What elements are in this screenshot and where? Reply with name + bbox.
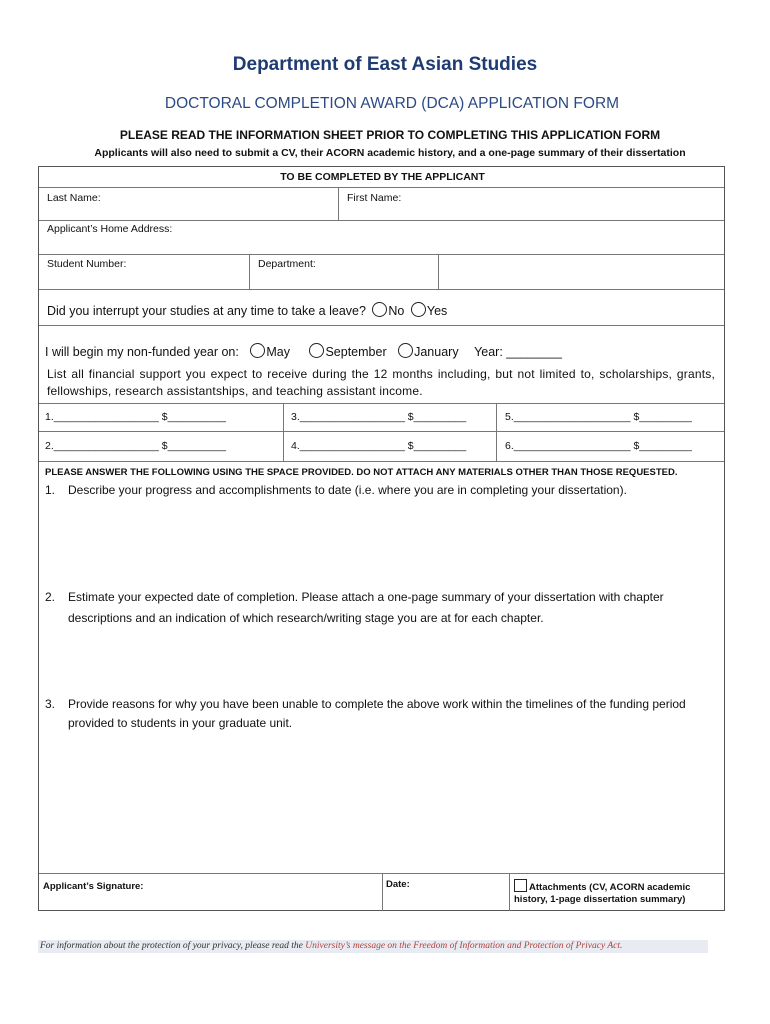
divider <box>509 873 510 911</box>
divider <box>39 220 724 221</box>
interrupt-question-row <box>47 302 447 318</box>
divider <box>39 403 724 404</box>
read-info-notice: PLEASE READ THE INFORMATION SHEET PRIOR TO COMPLETING THIS APPLICATION FORM <box>119 128 661 142</box>
question-text: Describe your progress and accomplishments to date (i.e. where you are in completing your dissertation). <box>68 483 627 497</box>
nonfunded-label: I will begin my non-funded year on: <box>45 345 239 359</box>
privacy-link[interactable]: University’s message on the Freedom of Information and Protection of Privacy Act. <box>305 941 623 951</box>
support-line-4[interactable]: 4.__________________ $_________ <box>291 440 467 452</box>
radio-no[interactable] <box>372 302 387 317</box>
question-number: 1. <box>45 483 56 497</box>
question-number: 3. <box>45 697 56 711</box>
support-line-2[interactable]: 2.__________________ $__________ <box>45 440 227 452</box>
attachments-item <box>514 879 714 906</box>
radio-yes[interactable] <box>411 302 426 317</box>
department-field[interactable]: Department: <box>258 258 316 270</box>
radio-september[interactable] <box>309 343 324 358</box>
form-title: DOCTORAL COMPLETION AWARD (DCA) APPLICATION FORM <box>164 95 620 112</box>
support-line-5[interactable]: 5.____________________ $_________ <box>505 411 692 423</box>
interrupt-question: Did you interrupt your studies at any time to take a leave? <box>47 304 366 318</box>
radio-september-label: September <box>325 345 387 359</box>
radio-may-label: May <box>266 345 290 359</box>
signature-field[interactable]: Applicant’s Signature: <box>43 881 144 892</box>
support-line-6[interactable]: 6.____________________ $_________ <box>505 440 692 452</box>
question-2 <box>45 587 715 629</box>
radio-january[interactable] <box>398 343 413 358</box>
radio-may[interactable] <box>250 343 265 358</box>
divider <box>438 254 439 289</box>
support-line-3[interactable]: 3.__________________ $_________ <box>291 411 467 423</box>
last-name-field[interactable]: Last Name: <box>47 192 101 204</box>
application-form <box>38 166 725 911</box>
divider <box>39 187 724 188</box>
question-number: 2. <box>45 590 56 604</box>
divider <box>39 461 724 462</box>
student-number-field[interactable]: Student Number: <box>47 258 127 270</box>
divider <box>382 873 383 911</box>
answer-instructions <box>45 467 678 478</box>
attachments-checkbox[interactable] <box>514 879 527 892</box>
financial-instructions: List all financial support you expect to receive during the 12 months including, but not limited to, scholarships, grants, fellowships, research assistantships, and teaching assistant income. <box>47 367 715 398</box>
answer-instructions-a: PLEASE ANSWER THE FOLLOWING USING THE SPACE PROVIDED. <box>45 467 354 478</box>
question-3 <box>45 695 715 733</box>
submission-notice: Applicants will also need to submit a CV, their ACORN academic history, and a one-page summary of their dissertation <box>94 147 686 159</box>
first-name-field[interactable]: First Name: <box>347 192 402 204</box>
section-title: TO BE COMPLETED BY THE APPLICANT <box>280 171 485 183</box>
attachments-label: Attachments (CV, ACORN academic history, 1-page dissertation summary) <box>514 882 691 905</box>
divider <box>39 254 724 255</box>
support-line-1[interactable]: 1.__________________ $__________ <box>45 411 227 423</box>
department-title: Department of East Asian Studies <box>232 54 538 75</box>
privacy-text: For information about the protection of your privacy, please read the <box>40 941 306 951</box>
divider <box>249 254 250 289</box>
radio-no-label: No <box>388 304 405 318</box>
divider <box>496 403 497 461</box>
question-1 <box>45 480 715 501</box>
radio-yes-label: Yes <box>426 304 448 318</box>
divider <box>338 187 339 220</box>
divider <box>39 431 724 432</box>
divider <box>39 289 724 290</box>
home-address-field[interactable]: Applicant’s Home Address: <box>47 223 173 235</box>
nonfunded-year-row <box>45 343 562 359</box>
divider <box>39 325 724 326</box>
date-field[interactable]: Date: <box>386 879 410 890</box>
question-text: Estimate your expected date of completion. Please attach a one-page summary of your dissertation with chapter descriptions and an indication of which research/writing stage you are at for each chapter. <box>68 590 664 625</box>
question-text: Provide reasons for why you have been unable to complete the above work within the timelines of the funding period provided to students in your graduate unit. <box>68 697 686 730</box>
answer-instructions-b: DO NOT ATTACH ANY MATERIALS OTHER THAN THOSE REQUESTED. <box>353 467 678 478</box>
divider <box>283 403 284 461</box>
radio-january-label: January <box>414 345 459 359</box>
privacy-footer <box>38 940 708 953</box>
year-field[interactable]: Year: ________ <box>474 345 562 359</box>
